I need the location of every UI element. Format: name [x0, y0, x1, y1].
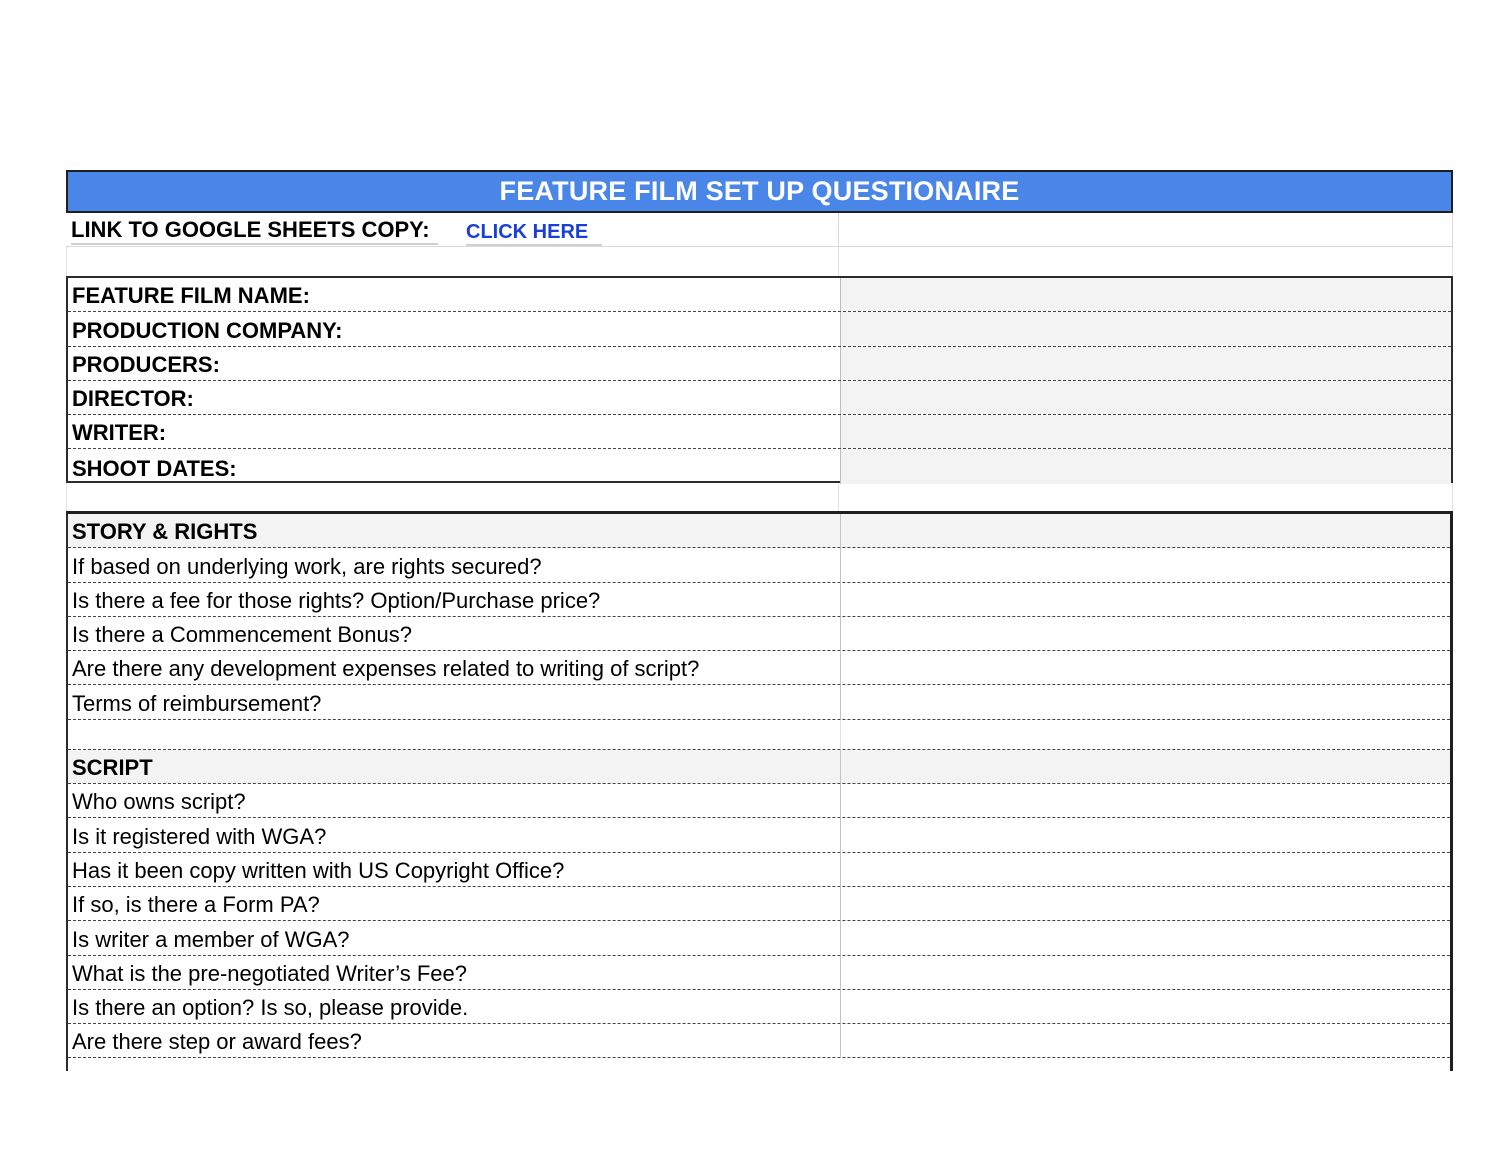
- info-row: [68, 278, 1451, 312]
- info-answer-cell[interactable]: [841, 381, 1451, 414]
- answer-cell[interactable]: [841, 784, 1450, 817]
- info-label-cell: [68, 347, 841, 380]
- question-row: [68, 990, 1450, 1024]
- question-cell: [68, 685, 841, 718]
- spacer-row: [66, 483, 1453, 511]
- spacer-row: [66, 247, 1453, 276]
- info-row: [68, 347, 1451, 381]
- question-cell: [68, 583, 841, 616]
- question-cell: [68, 921, 841, 954]
- question-row: [68, 921, 1450, 955]
- spacer-cell: [839, 247, 1453, 276]
- question-cell: [68, 887, 841, 920]
- answer-cell[interactable]: [841, 956, 1450, 989]
- answer-cell[interactable]: [841, 853, 1450, 886]
- question-text: Is writer a member of WGA?: [72, 926, 350, 952]
- section-header-row: [68, 750, 1450, 784]
- info-field-label: PRODUCERS:: [72, 351, 220, 377]
- answer-cell[interactable]: [841, 818, 1450, 851]
- info-answer-cell[interactable]: [841, 347, 1451, 380]
- info-label-cell: [68, 278, 841, 311]
- question-text: Is there an option? Is so, please provide.: [72, 995, 469, 1021]
- question-row: [68, 651, 1450, 685]
- info-row: [68, 312, 1451, 346]
- section-heading: SCRIPT: [72, 755, 153, 781]
- spacer-cell: [839, 483, 1453, 511]
- info-row: [68, 415, 1451, 449]
- section-header-empty-cell: [841, 750, 1450, 783]
- question-row: [68, 617, 1450, 651]
- info-row: [68, 381, 1451, 415]
- question-text: What is the pre-negotiated Writer’s Fee?: [72, 960, 467, 986]
- question-row: [68, 853, 1450, 887]
- sheet-title: FEATURE FILM SET UP QUESTIONAIRE: [499, 176, 1020, 206]
- info-field-label: SHOOT DATES:: [72, 455, 237, 481]
- question-cell: [68, 651, 841, 684]
- question-cell: [68, 956, 841, 989]
- answer-cell[interactable]: [841, 1024, 1450, 1057]
- info-label-cell: [68, 415, 841, 448]
- question-text: Is it registered with WGA?: [72, 823, 327, 849]
- blank-cell: [841, 720, 1450, 749]
- info-field-label: DIRECTOR:: [72, 386, 194, 412]
- info-answer-cell[interactable]: [841, 278, 1451, 311]
- answer-cell[interactable]: [841, 887, 1450, 920]
- google-sheets-link[interactable]: CLICK HERE: [466, 220, 602, 246]
- section-header-cell: [68, 750, 841, 783]
- question-row: [68, 1024, 1450, 1058]
- answer-cell[interactable]: [841, 651, 1450, 684]
- question-row: [68, 887, 1450, 921]
- section-heading: STORY & RIGHTS: [72, 519, 258, 545]
- info-field-label: WRITER:: [72, 420, 167, 446]
- question-cell: [68, 548, 841, 581]
- question-row: [68, 956, 1450, 990]
- question-row: [68, 818, 1450, 852]
- question-cell: [68, 1024, 841, 1057]
- answer-cell[interactable]: [841, 685, 1450, 718]
- section-header-cell: [68, 514, 841, 547]
- question-text: Are there step or award fees?: [72, 1029, 362, 1055]
- question-text: If based on underlying work, are rights secured?: [72, 553, 542, 579]
- info-label-cell: [68, 449, 841, 483]
- info-field-label: FEATURE FILM NAME:: [72, 283, 310, 309]
- answer-cell[interactable]: [841, 990, 1450, 1023]
- info-field-label: PRODUCTION COMPANY:: [72, 317, 343, 343]
- question-cell: [68, 853, 841, 886]
- question-text: Who owns script?: [72, 789, 246, 815]
- link-row-empty-cell: [839, 213, 1453, 247]
- question-cell: [68, 617, 841, 650]
- info-label-cell: [68, 381, 841, 414]
- link-row: [66, 213, 1453, 247]
- blank-cell: [68, 720, 841, 749]
- question-text: If so, is there a Form PA?: [72, 892, 320, 918]
- info-label-cell: [68, 312, 841, 345]
- info-row: [68, 449, 1451, 483]
- question-cell: [68, 990, 841, 1023]
- question-text: Are there any development expenses related to writing of script?: [72, 656, 700, 682]
- questions-block: [66, 511, 1453, 1071]
- title-bar: [66, 170, 1453, 213]
- answer-cell[interactable]: [841, 617, 1450, 650]
- spacer-cell: [66, 483, 839, 511]
- answer-cell[interactable]: [841, 921, 1450, 954]
- answer-cell[interactable]: [841, 548, 1450, 581]
- question-text: Is there a fee for those rights? Option/Purchase price?: [72, 587, 601, 613]
- question-text: Terms of reimbursement?: [72, 690, 322, 716]
- spacer-cell: [66, 247, 839, 276]
- info-answer-cell[interactable]: [841, 449, 1451, 483]
- questionnaire-sheet: [66, 170, 1453, 1055]
- question-row: [68, 784, 1450, 818]
- link-label: LINK TO GOOGLE SHEETS COPY:: [71, 217, 438, 245]
- info-answer-cell[interactable]: [841, 415, 1451, 448]
- blank-row: [68, 720, 1450, 750]
- section-header-row: [68, 514, 1450, 548]
- question-cell: [68, 818, 841, 851]
- section-header-empty-cell: [841, 514, 1450, 547]
- question-row: [68, 583, 1450, 617]
- question-text: Is there a Commencement Bonus?: [72, 622, 412, 648]
- question-text: Has it been copy written with US Copyright Office?: [72, 857, 565, 883]
- film-info-block: [66, 276, 1453, 483]
- question-row: [68, 685, 1450, 719]
- info-answer-cell[interactable]: [841, 312, 1451, 345]
- question-cell: [68, 784, 841, 817]
- question-row: [68, 548, 1450, 582]
- link-row-label-cell: [66, 213, 839, 247]
- answer-cell[interactable]: [841, 583, 1450, 616]
